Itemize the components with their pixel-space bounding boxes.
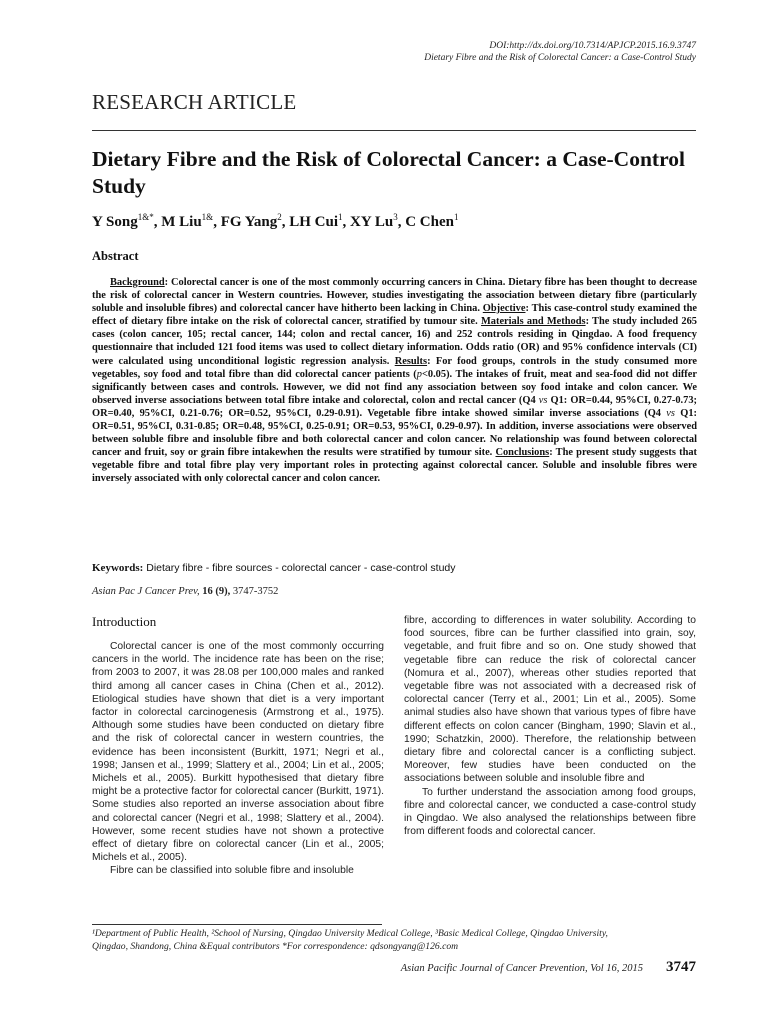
background-label: Background bbox=[110, 277, 165, 288]
results-text: : For food groups, controls in the study consumed more vegetables, soy food and total fibre than did colorectal cancer patients ( bbox=[92, 355, 697, 380]
vs-text: vs bbox=[538, 394, 548, 406]
citation-journal: Asian Pac J Cancer Prev, bbox=[92, 586, 200, 597]
keywords-label: Keywords: bbox=[92, 562, 144, 574]
author-affiliation: 1& bbox=[201, 212, 214, 222]
abstract-heading: Abstract bbox=[92, 249, 139, 263]
journal-footer: Asian Pacific Journal of Cancer Prevention, Vol 16, 2015 bbox=[400, 963, 643, 974]
keywords-text: Dietary fibre - fibre sources - colorectal cancer - case-control study bbox=[143, 562, 456, 574]
author-affiliation: 1 bbox=[338, 212, 343, 222]
affiliation-footnote bbox=[92, 928, 702, 953]
p-value-symbol: p bbox=[416, 368, 422, 380]
author-name: M Liu bbox=[161, 214, 202, 230]
doi-link[interactable]: DOI:http://dx.doi.org/10.7314/APJCP.2015.16.9.3747 bbox=[489, 41, 696, 51]
conclusions-text: : The present study suggests that vegetable fibre and total fibre play very important roles in protecting against colorectal cancer. Soluble and insoluble fibres were inversely associated with only colorectal cancer and colon cancer. bbox=[92, 447, 697, 485]
page-number: 3747 bbox=[666, 959, 696, 975]
vs-text: vs bbox=[666, 407, 675, 419]
results-label: Results bbox=[394, 355, 428, 367]
citation-volume: 16 (9), bbox=[199, 586, 231, 597]
author-name: LH Cui bbox=[289, 214, 338, 230]
intro-paragraph: Colorectal cancer is one of the most commonly occurring cancers in the world. The incidence rate has been on the rise; from 2003 to 2007, it was 28.08 per 100,000 males and ranked third among all cancer cases in China (Chen et al., 2012). Etiological studies have shown that diet is a very important factor in colorectal carcinogenesis (Armstrong et al., 1975). Although some studies have been conducted on dietary fibre and the risk of colorectal cancer in western countries, the evidence has been inconsistent (Burkitt, 1971; Negri et al., 1998; Jansen et al., 1999; Slattery et al., 2004; Lin et al., 2005; Michels et al., 2005). Burkitt hypothesised that dietary fibre might be a protective factor for colorectal cancer (Burkitt, 1971). Some studies also reported an inverse association about fibre and colorectal cancer (Negri et al., 1998; Slattery et al., 2004). However, some recent studies have not shown a protective effect of dietary fibre on colorectal cancer (Lin et al., 2005; Michels et al., 2005). bbox=[92, 641, 384, 864]
author-affiliation: 3 bbox=[393, 212, 398, 222]
intro-column-left bbox=[92, 640, 384, 878]
intro-column-right bbox=[404, 614, 696, 838]
results-text: Q1: OR=0.44, 95%CI, 0.27-0.73; OR=0.40, 95%CI, 0.21-0.76; OR=0.52, 95%CI, 0.29-0.91). Vegetable fibre intake showed similar inverse associations (Q4 bbox=[92, 394, 697, 419]
intro-paragraph: Fibre can be classified into soluble fibre and insoluble bbox=[110, 865, 354, 877]
author-list: Y Song$^{1\&*}$, M Liu$^{1\&}$, FG Yang$^2$, LH Cui$^1$, XY Lu$^3$, C Chen$^1$ bbox=[92, 212, 459, 230]
conclusions-label: Conclusions bbox=[495, 447, 550, 459]
author-name: Y Song bbox=[92, 214, 138, 230]
intro-paragraph: fibre, according to differences in water solubility. According to food sources, fibre can be further classified into grain, soy, vegetable, and fruit fibre and so on. One study showed that vegetable fibre can reduce the risk of colorectal cancer (Nomura et al., 2007), whereas other studies reported that vegetable fibre was not associated with a decreased risk of colorectal cancer (Terry et al., 2001; Lin et al., 2005). Some animal studies also have shown that various types of fibre have different effects on colon cancer (Bingham, 1990; Slavin et al., 1990; Schatzkin, 2000). Therefore, the relationship between dietary fibre and colorectal cancer is a conflicting subject. Moreover, few studies have been conducted on the associations between soluble and insoluble fibre and bbox=[404, 615, 696, 785]
methods-text: : The study included 265 cases (colon cancer, 105; rectal cancer, 144; colon and rectal cancer, 16) and 252 controls residing in Qingdao. A food frequency questionnaire that included 121 food items was used to collect dietary information. Odds ratio (OR) and 95% confidence intervals (CI) were calculated using unconditional logistic regression analysis. bbox=[92, 316, 697, 367]
title-divider bbox=[92, 130, 696, 131]
section-label: RESEARCH ARTICLE bbox=[92, 90, 297, 114]
author-name: FG Yang bbox=[220, 214, 278, 230]
footnote-line: Qingdao, Shandong, China &Equal contributors *For correspondence: qdsongyang@126.com bbox=[92, 940, 459, 952]
author-affiliation: 2 bbox=[277, 212, 282, 222]
footnote-divider bbox=[92, 924, 382, 925]
keywords bbox=[92, 562, 456, 574]
results-text: <0.05). The intakes of fruit, meat and sea-food did not differ significantly between cases and controls. However, we did not find any association between soy food intake and colon cancer. We observed inverse associations between total fibre intake and colorectal, colon and rectal cancer (Q4 bbox=[92, 368, 697, 406]
paper-title: Dietary Fibre and the Risk of Colorectal Cancer: a Case-Control Study bbox=[92, 147, 685, 198]
running-title: Dietary Fibre and the Risk of Colorectal Cancer: a Case-Control Study bbox=[424, 53, 696, 63]
objective-text: : This case-control study examined the effect of dietary fibre intake on the risk of colorectal cancer, stratified by tumour site. bbox=[92, 303, 697, 328]
intro-paragraph: To further understand the association among food groups, fibre and colorectal cancer, we conducted a case-control study in Qingdao. We also analysed the relationships between fibre from different foods and colorectal cancer. bbox=[404, 786, 696, 838]
doi-header bbox=[424, 40, 696, 64]
objective-label: Objective bbox=[482, 303, 526, 315]
abstract-body bbox=[92, 276, 697, 486]
citation-pages: 3747-3752 bbox=[230, 586, 279, 597]
citation bbox=[92, 586, 278, 597]
introduction-heading: Introduction bbox=[92, 614, 157, 629]
author-name: XY Lu bbox=[350, 214, 394, 230]
author-name: C Chen bbox=[405, 214, 454, 230]
author-affiliation: 1 bbox=[453, 212, 459, 222]
author-affiliation: 1&* bbox=[137, 212, 154, 222]
methods-label: Materials and Methods bbox=[480, 316, 586, 328]
results-text: Q1: OR=0.51, 95%CI, 0.31-0.85; OR=0.48, 95%CI, 0.25-0.91; OR=0.53, 95%CI, 0.29-0.97). In addition, inverse associations were observed between soluble fibre and insoluble fibre and both colorectal cancer and colon cancer. No relationship was found between colorectal cancer and fruit, soy or grain fibre intakewhen the results were stratified by tumour site. bbox=[92, 407, 697, 459]
footnote-line: ¹Department of Public Health, ²School of Nursing, Qingdao University Medical College, ³Basic Medical College, Qingdao University, bbox=[92, 928, 608, 939]
background-text: : Colorectal cancer is one of the most commonly occurring cancers in China. Dietary fibre has been thought to decrease the risk of colorectal cancer in Western countries. However, studies investigating the association between dietary fibre (particularly soluble and insoluble fibres) and colorectal cancer have hitherto been lacking in China. bbox=[92, 277, 697, 315]
